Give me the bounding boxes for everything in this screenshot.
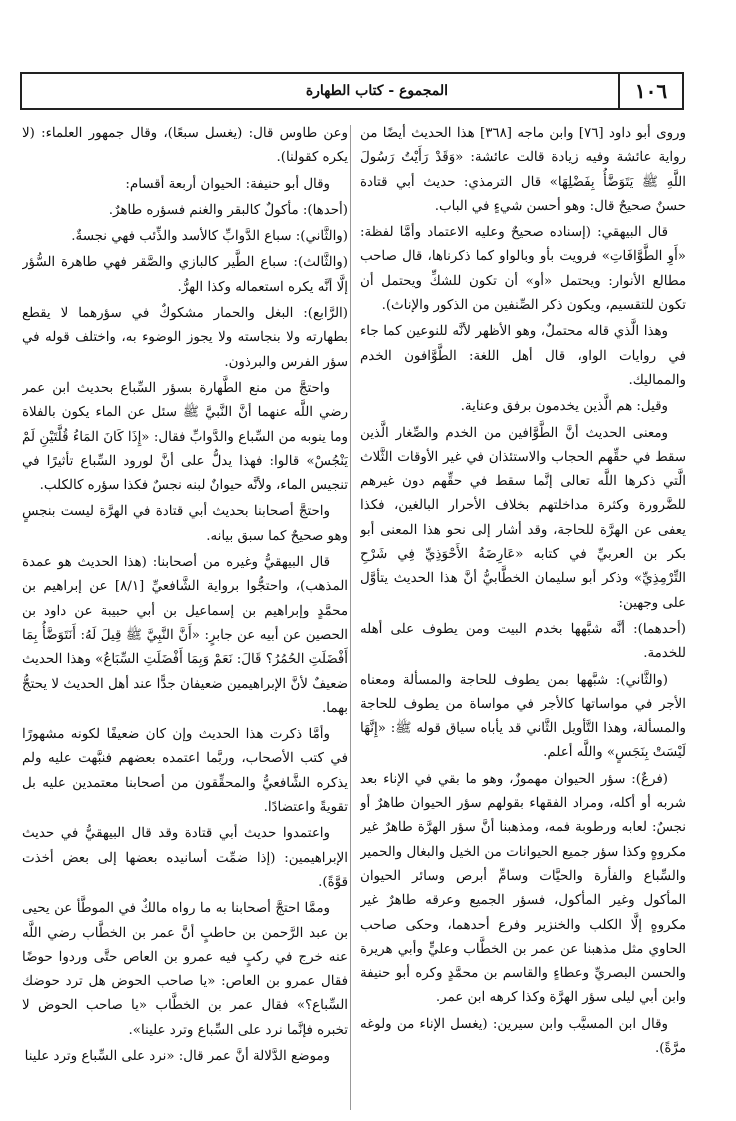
paragraph: وروى أبو داود [٧٦] وابن ماجه [٣٦٨] هذا الحديث أيضًا من رواية عائشة وفيه زيادة قالت عائشة: «وَقَدْ رَأَيْتُ رَسُولَ اللَّهِ ﷺ يَتَوَضَّأُ بِفَضْلِهَا» قال الترمذي: حديث أبي قتادة حسنٌ صحيحٌ قال: وهو أحسن شيءٍ في الباب.	[360, 126, 686, 214]
paragraph: وهذا الَّذي قاله محتملٌ، وهو الأظهر لأنَّه للنوعين كما جاء في روايات الواو، قال أهل اللغة: الطَّوَّافون الخدم والمماليك.	[360, 324, 686, 388]
paragraph: (والثَّالث): سباع الطَّير كالبازي والصَّقر فهي طاهرة السُّؤر إلَّا أنَّه يكره استعماله وكذا الهرُّ.	[22, 255, 348, 295]
paragraph: (أحدها): مأكولٌ كالبقر والغنم فسؤره طاهرٌ.	[108, 202, 348, 218]
right-column	[360, 122, 686, 1112]
paragraph: وأمَّا ذكرت هذا الحديث وإن كان ضعيفًا لكونه مشهورًا في كتب الأصحاب، وربَّما اعتمده بعضهم فنبَّهت عليه ولم يذكره الشَّافعيُّ والمحقِّقون من أصحابنا معتمدين عليه بل تقويةً واعتضادًا.	[22, 727, 348, 816]
paragraph: وقيل: هم الَّذين يخدمون برفق وعناية.	[460, 399, 668, 415]
paragraph: قال البيهقي: (إسناده صحيحٌ وعليه الاعتماد وأمَّا لفظة: «أَوِ الطَّوَّافَاتِ» فرويت بأو وبالواو كما ذكرناها، قال صاحب مطالع الأنوار: ويحتمل «أو» أن تكون للشكِّ ويحتمل أن تكون للتقسيم، ويكون ذكر الصِّنفين من الذكور والإناث).	[360, 225, 686, 314]
paragraph: وقال ابن المسيَّب وابن سيرين: (يغسل الإناء من ولوغه مرَّةً).	[360, 1016, 686, 1056]
left-column	[22, 122, 348, 1112]
paragraph: وقال أبو حنيفة: الحيوان أربعة أقسام:	[125, 176, 330, 192]
paragraph: (والثَّاني): سباع الدَّوابِّ كالأسد والذِّئب فهي نجسةٌ.	[71, 229, 348, 245]
column-divider	[350, 125, 351, 1110]
paragraph: (والثَّاني): شبَّهها بمن يطوف للحاجة والمسألة ومعناه الأجر في مواساتها كالأجر في مواساة من يطوف للحاجة والمسألة، وهذا التَّأويل الثَّاني قد يأباه سياق قوله ﷺ: «إِنَّهَا لَيْسَتْ بِنَجَسٍ» واللَّه أعلم.	[360, 672, 686, 761]
running-title: المجموع - كتاب الطهارة	[305, 83, 448, 99]
page-header	[20, 72, 684, 110]
paragraph: (الرَّابع): البغل والحمار مشكوكٌ في سؤرهما لا يقطع بطهارته ولا بنجاسته ولا يجوز الوضوء به، واختلف قوله في سؤر الفرس والبرذون.	[22, 306, 348, 370]
paragraph: واحتجَّ من منع الطَّهارة بسؤر السِّباع بحديث ابن عمر رضي اللَّه عنهما أنَّ النَّبيَّ ﷺ سئل عن الماء يكون بالفلاة وما ينوبه من السِّباع والدَّوابِّ فقال: «إِذَا كَانَ المَاءُ قُلَّتَيْنِ لَمْ يَنْجُسْ» قالوا: فهذا يدلُّ على أنَّ لورود السِّباع تأثيرًا في تنجيس الماء، ولأنَّه حيوانٌ لبنه نجسٌ فكذا سؤره كالكلب.	[22, 380, 348, 494]
paragraph: ومعنى الحديث أنَّ الطَّوَّافين من الخدم والصِّغار الَّذين سقط في حقِّهم الحجاب والاستئذان في غير الأوقات الثَّلاث الَّتي ذكرها اللَّه تعالى إنَّما سقط في حقِّهم دون غيرهم للضَّرورة وكثرة مداخلتهم بخلاف الأحرار البالغين، فكذا يعفى عن الهرَّة للحاجة، وقد أشار إلى نحو هذا المعنى أبو بكر بن العربيِّ في كتابه «عَارِضَةُ الأَحْوَذِيِّ فِي شَرْحِ التِّرْمِذِيِّ» وذكر أبو سليمان الخطَّابيُّ أنَّ هذا الحديث يتأوَّل على وجهين:	[360, 425, 686, 611]
paragraph: واحتجَّ أصحابنا بحديث أبي قتادة في الهرَّة ليست بنجسٍ وهو صحيحٌ كما سبق بيانه.	[22, 504, 348, 544]
page-number: ١٠٦	[618, 74, 682, 108]
paragraph: وممَّا احتجَّ أصحابنا به ما رواه مالكٌ في الموطَّأ عن يحيى بن عبد الرَّحمن بن حاطبٍ أنَّ عمر بن الخطَّاب رضي اللَّه عنه خرج في ركبٍ فيه عمرو بن العاص حتَّى وردوا حوضًا فقال عمرو بن العاص: «يا صاحب الحوض هل ترد حوضك السِّباع؟» فقال عمر بن الخطَّاب «يا صاحب الحوض لا تخبره فإنَّما نرد على السِّباع وترد علينا».	[22, 901, 348, 1038]
paragraph: (فرعٌ): سؤر الحيوان مهموزٌ، وهو ما بقي في الإناء بعد شربه أو أكله، ومراد الفقهاء بقولهم سؤر الحيوان طاهرٌ أو نجسٌ: لعابه ورطوبة فمه، ومذهبنا أنَّ سؤر الهرَّة طاهرٌ غير مكروهٍ وكذا سؤر جميع الحيوانات من الخيل والبغال والحمير والسِّباع والفأرة والحيَّات وسامِّ أبرص وسائر الحيوان المأكول وغير المأكول، فسؤر الجميع وعرقه طاهرٌ غير مكروهٍ إلَّا الكلب والخنزير وفرع أحدهما، وحكى صاحب الحاوي مثل مذهبنا عن عمر بن الخطَّاب وعليٍّ وأبي هريرة والحسن البصريِّ وعطاءٍ والقاسم بن محمَّدٍ وكره أبو حنيفة وابن أبي ليلى سؤر الهرَّة وكذا كرهه ابن عمر.	[360, 771, 686, 1006]
paragraph: واعتمدوا حديث أبي قتادة وقد قال البيهقيُّ في حديث الإبراهيمين: (إذا ضمِّت أسانيده بعضها إلى بعض أخذت قوَّةً).	[22, 826, 348, 890]
paragraph: قال البيهقيُّ وغيره من أصحابنا: (هذا الحديث هو عمدة المذهب)، واحتجُّوا برواية الشَّافعيِّ [٨/١] عن إبراهيم بن محمَّدٍ وإبراهيم بن إسماعيل بن أبي حبيبة عن داود بن الحصين عن أبيه عن جابرٍ: «أَنَّ النَّبِيَّ ﷺ قِيلَ لَهُ: أَنَتَوَضَّأُ بِمَا أَفْضَلَتِ الحُمُرُ؟ قَالَ: نَعَمْ وَبِمَا أَفْضَلَتِ السِّبَاعُ» وهذا الحديث ضعيفٌ لأنَّ الإبراهيمين ضعيفان جدًّا عند أهل الحديث لا يحتجُّ بهما.	[22, 555, 348, 716]
paragraph: (أحدهما): أنَّه شبَّهها بخدم البيت ومن يطوف على أهله للخدمة.	[360, 621, 686, 662]
paragraph: وعن طاوس قال: (يغسل سبعًا)، وقال جمهور العلماء: (لا يكره كقولنا).	[22, 126, 348, 166]
paragraph: وموضع الدَّلالة أنَّ عمر قال: «نرد على السِّباع وترد علينا	[24, 1048, 330, 1064]
